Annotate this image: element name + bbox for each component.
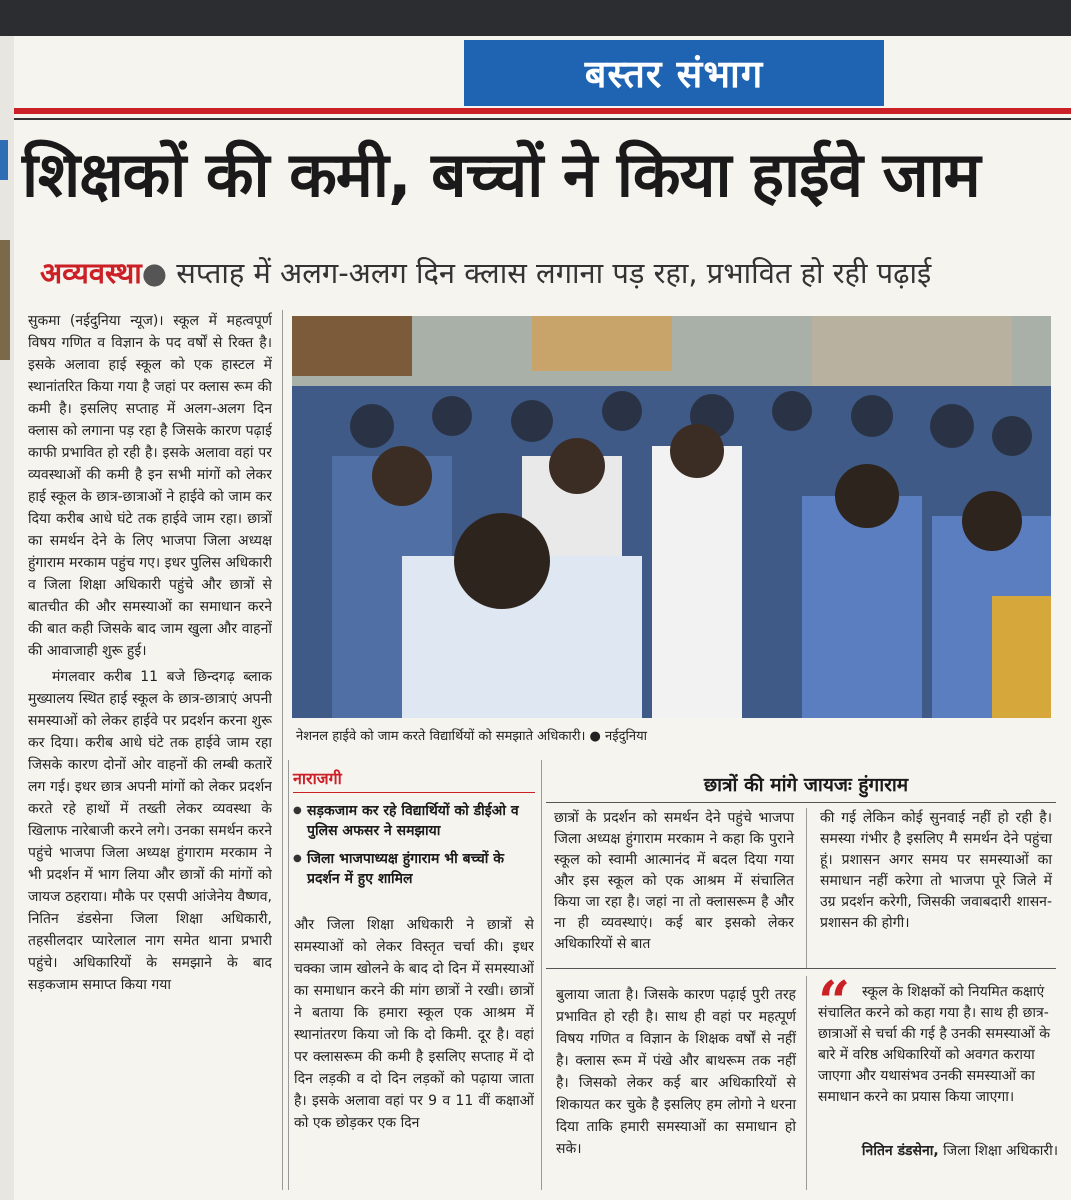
column-divider bbox=[288, 760, 289, 1190]
photo-caption: नेशनल हाईवे को जाम करते विद्यार्थियों को समझाते अधिकारी। ● नईदुनिया bbox=[296, 729, 647, 744]
sidebar-box-text-b: की गई लेकिन कोई सुनवाई नहीं हो रही है। समस्या गंभीर है इसलिए मै समर्थन देने पहुंचा हूं। प्रशासन अगर समय पर समस्याओं का समाधान नहीं करेगा तो भाजपा पूरे जिले में उग्र प्रदर्शन करेगी, जिसकी जवाबदारी शासन-प्रशासन की होगी। bbox=[820, 810, 1052, 931]
displeasure-item: ● जिला भाजपाध्यक्ष हुंगाराम भी बच्चों के प्रदर्शन में हुए शामिल bbox=[293, 849, 535, 889]
official-quote: स्कूल के शिक्षकों को नियमित कक्षाएं संचालित करने को कहा गया है। साथ ही छात्र-छात्राओं से चर्चा की गई है उनकी समस्याओं के बारे में वरिष्ठ अधिकारियों को अवगत कराया जाएगा और यथासंभव उनकी समस्याओं का समाधान करने का प्रयास किया जाएगा। bbox=[818, 984, 1051, 1105]
sidebar-box-rule-bottom bbox=[546, 968, 1056, 969]
column-divider bbox=[806, 808, 807, 968]
sidebar-box-title: छात्रों की मांगे जायजः हुंगाराम bbox=[703, 774, 909, 796]
adjacent-page-strip bbox=[0, 36, 14, 1200]
article-column-1 bbox=[28, 310, 272, 1190]
sidebar-box-rule-top bbox=[546, 802, 1056, 803]
quote-attribution bbox=[818, 1140, 1058, 1162]
quote-role: जिला शिक्षा अधिकारी। bbox=[938, 1143, 1058, 1159]
displeasure-item: ● सड़कजाम कर रहे विद्यार्थियों को डीईओ व पुलिस अफसर ने समझाया bbox=[293, 801, 535, 841]
news-photo bbox=[292, 316, 1051, 718]
subhead-bullet: ● bbox=[141, 256, 168, 290]
adjacent-page-blue-mark bbox=[0, 140, 8, 180]
displeasure-box bbox=[293, 766, 535, 906]
article-paragraph-1: सुकमा (नईदुनिया न्यूज)। स्कूल में महत्वपूर्ण विषय गणित व विज्ञान के पद वर्षों से रिक्त है। इसके अलावा हाई स्कूल को एक हास्टल में स्थानांतरित किया गया है जहां पर क्लास रूम की कमी है। इसलिए सप्ताह में अलग-अलग दिन क्लास को लगाना पड़ रहा है जिसके कारण पढ़ाई काफी प्रभावित हो रही है। इसके अलावा वहां पर व्यवस्थाओं की कमी है इन सभी मांगों को लेकर हाई स्कूल के छात्र-छात्राओं ने हाईवे को जाम कर दिया करीब आधे घंटे तक हाईवे जाम रहा। छात्रों का समर्थन देने के लिए भाजपा जिला अध्यक्ष हुंगाराम मरकाम पहुंच गए। इधर पुलिस अधिकारी व जिला शिक्षा अधिकारी पहुंचे और छात्रों से बातचीत की और समस्याओं का समाधान करने की बात कही जिसके बाद जाम खुला और वाहनों की आवाजाही शुरू हुई। bbox=[28, 313, 272, 659]
section-header: बस्तर संभाग bbox=[464, 40, 884, 106]
section-rule-dark bbox=[14, 118, 1071, 120]
protest-photo-illustration bbox=[292, 316, 1051, 718]
displeasure-title: नाराजगी bbox=[293, 766, 535, 793]
article-paragraph-3: और जिला शिक्षा अधिकारी ने छात्रों से समस्याओं को लेकर विस्तृत चर्चा की। इधर चक्का जाम खोलने के बाद दो दिन में समस्याओं का समाधान करने की मांग छात्रों ने रखी। छात्रों ने बताया कि हमारा स्कूल एक आश्रम में स्थानांतरण किया जो कि दो किमी. दूर है। वहां पर क्लासरूम की कमी है इसलिए सप्ताह में दो दिन लड़की व दो दिन लड़कों को पढ़ाया जाता है। इसके अलावा वहां पर 9 व 11 वीं कक्षाओं को एक छोड़कर एक दिन bbox=[294, 917, 534, 1131]
subheadline bbox=[40, 250, 1070, 296]
quote-mark-icon: “ bbox=[818, 969, 851, 1035]
column-divider bbox=[282, 310, 283, 1190]
quote-author: नितिन डंडसेना, bbox=[861, 1143, 939, 1159]
subhead-tag: अव्यवस्था bbox=[40, 256, 142, 290]
window-top-bar bbox=[0, 0, 1071, 36]
column-divider bbox=[541, 760, 542, 1190]
article-column-2 bbox=[294, 914, 534, 1184]
article-column-3: बुलाया जाता है। जिसके कारण पढ़ाई पुरी तरह प्रभावित हो रही है। साथ ही वहां पर महत्पूर्ण विषय गणित व विज्ञान के शिक्षक वर्षों से नहीं है। क्लास रूम में पंखे और बाथरूम तक नहीं है। जिसको लेकर कई बार अधिकारियों से शिकायत कर चुके है इसलिए हम लोगो ने धरना दिया ताकि हमारी समस्याओं का समाधान हो सके। bbox=[556, 987, 796, 1157]
article-paragraph-2: मंगलवार करीब 11 बजे छिन्दगढ़ ब्लाक मुख्यालय स्थित हाई स्कूल के छात्र-छात्राएं अपनी समस्याओं को लेकर हाईवे पर प्रदर्शन करना शुरू कर दिया। करीब आधे घंटे तक हाईवे जाम रहा जिसके कारण दोनों ओर वाहनों की लम्बी कतारें लग गई। इधर छात्र अपनी मांगों को लेकर प्रदर्शन करते रहे हाथों में तख्ती लेकर व्यवस्था के खिलाफ नारेबाजी करने लगे। उनका समर्थन करने पहुंचे भाजपा जिला अध्यक्ष हुंगाराम मरकाम ने भी प्रदर्शन में भाग लिया और छात्रों की मांगों को जायज ठहराया। मौके पर एसपी आंजेनेय वैष्णव, नितिन डंडसेना जिला शिक्षा अधिकारी, तहसीलदार प्यारेलाल नाग समेत थाना प्रभारी पहुंचे। अधिकारियों के समझाने के बाद सड़कजाम समाप्त किया गया bbox=[28, 669, 272, 993]
subhead-text: सप्ताह में अलग-अलग दिन क्लास लगाना पड़ रहा, प्रभावित हो रही पढ़ाई bbox=[176, 256, 932, 290]
headline: शिक्षकों की कमी, बच्चों ने किया हाईवे जाम bbox=[22, 138, 980, 211]
column-divider bbox=[806, 976, 807, 1190]
adjacent-page-photo-edge bbox=[0, 240, 10, 360]
section-rule-red bbox=[14, 108, 1071, 114]
sidebar-box-text-a: छात्रों के प्रदर्शन को समर्थन देने पहुंचे भाजपा जिला अध्यक्ष हुंगाराम मरकाम ने कहा कि पुराने स्कूल को स्वामी आत्मानंद में बदल दिया गया और इस स्कूल को एक आश्रम में संचालित किया जा रहा है। जहां ना तो क्लासरूम है और ना ही व्यवस्थाएं। कई बार इसको लेकर अधिकारियों से बात bbox=[554, 810, 794, 952]
